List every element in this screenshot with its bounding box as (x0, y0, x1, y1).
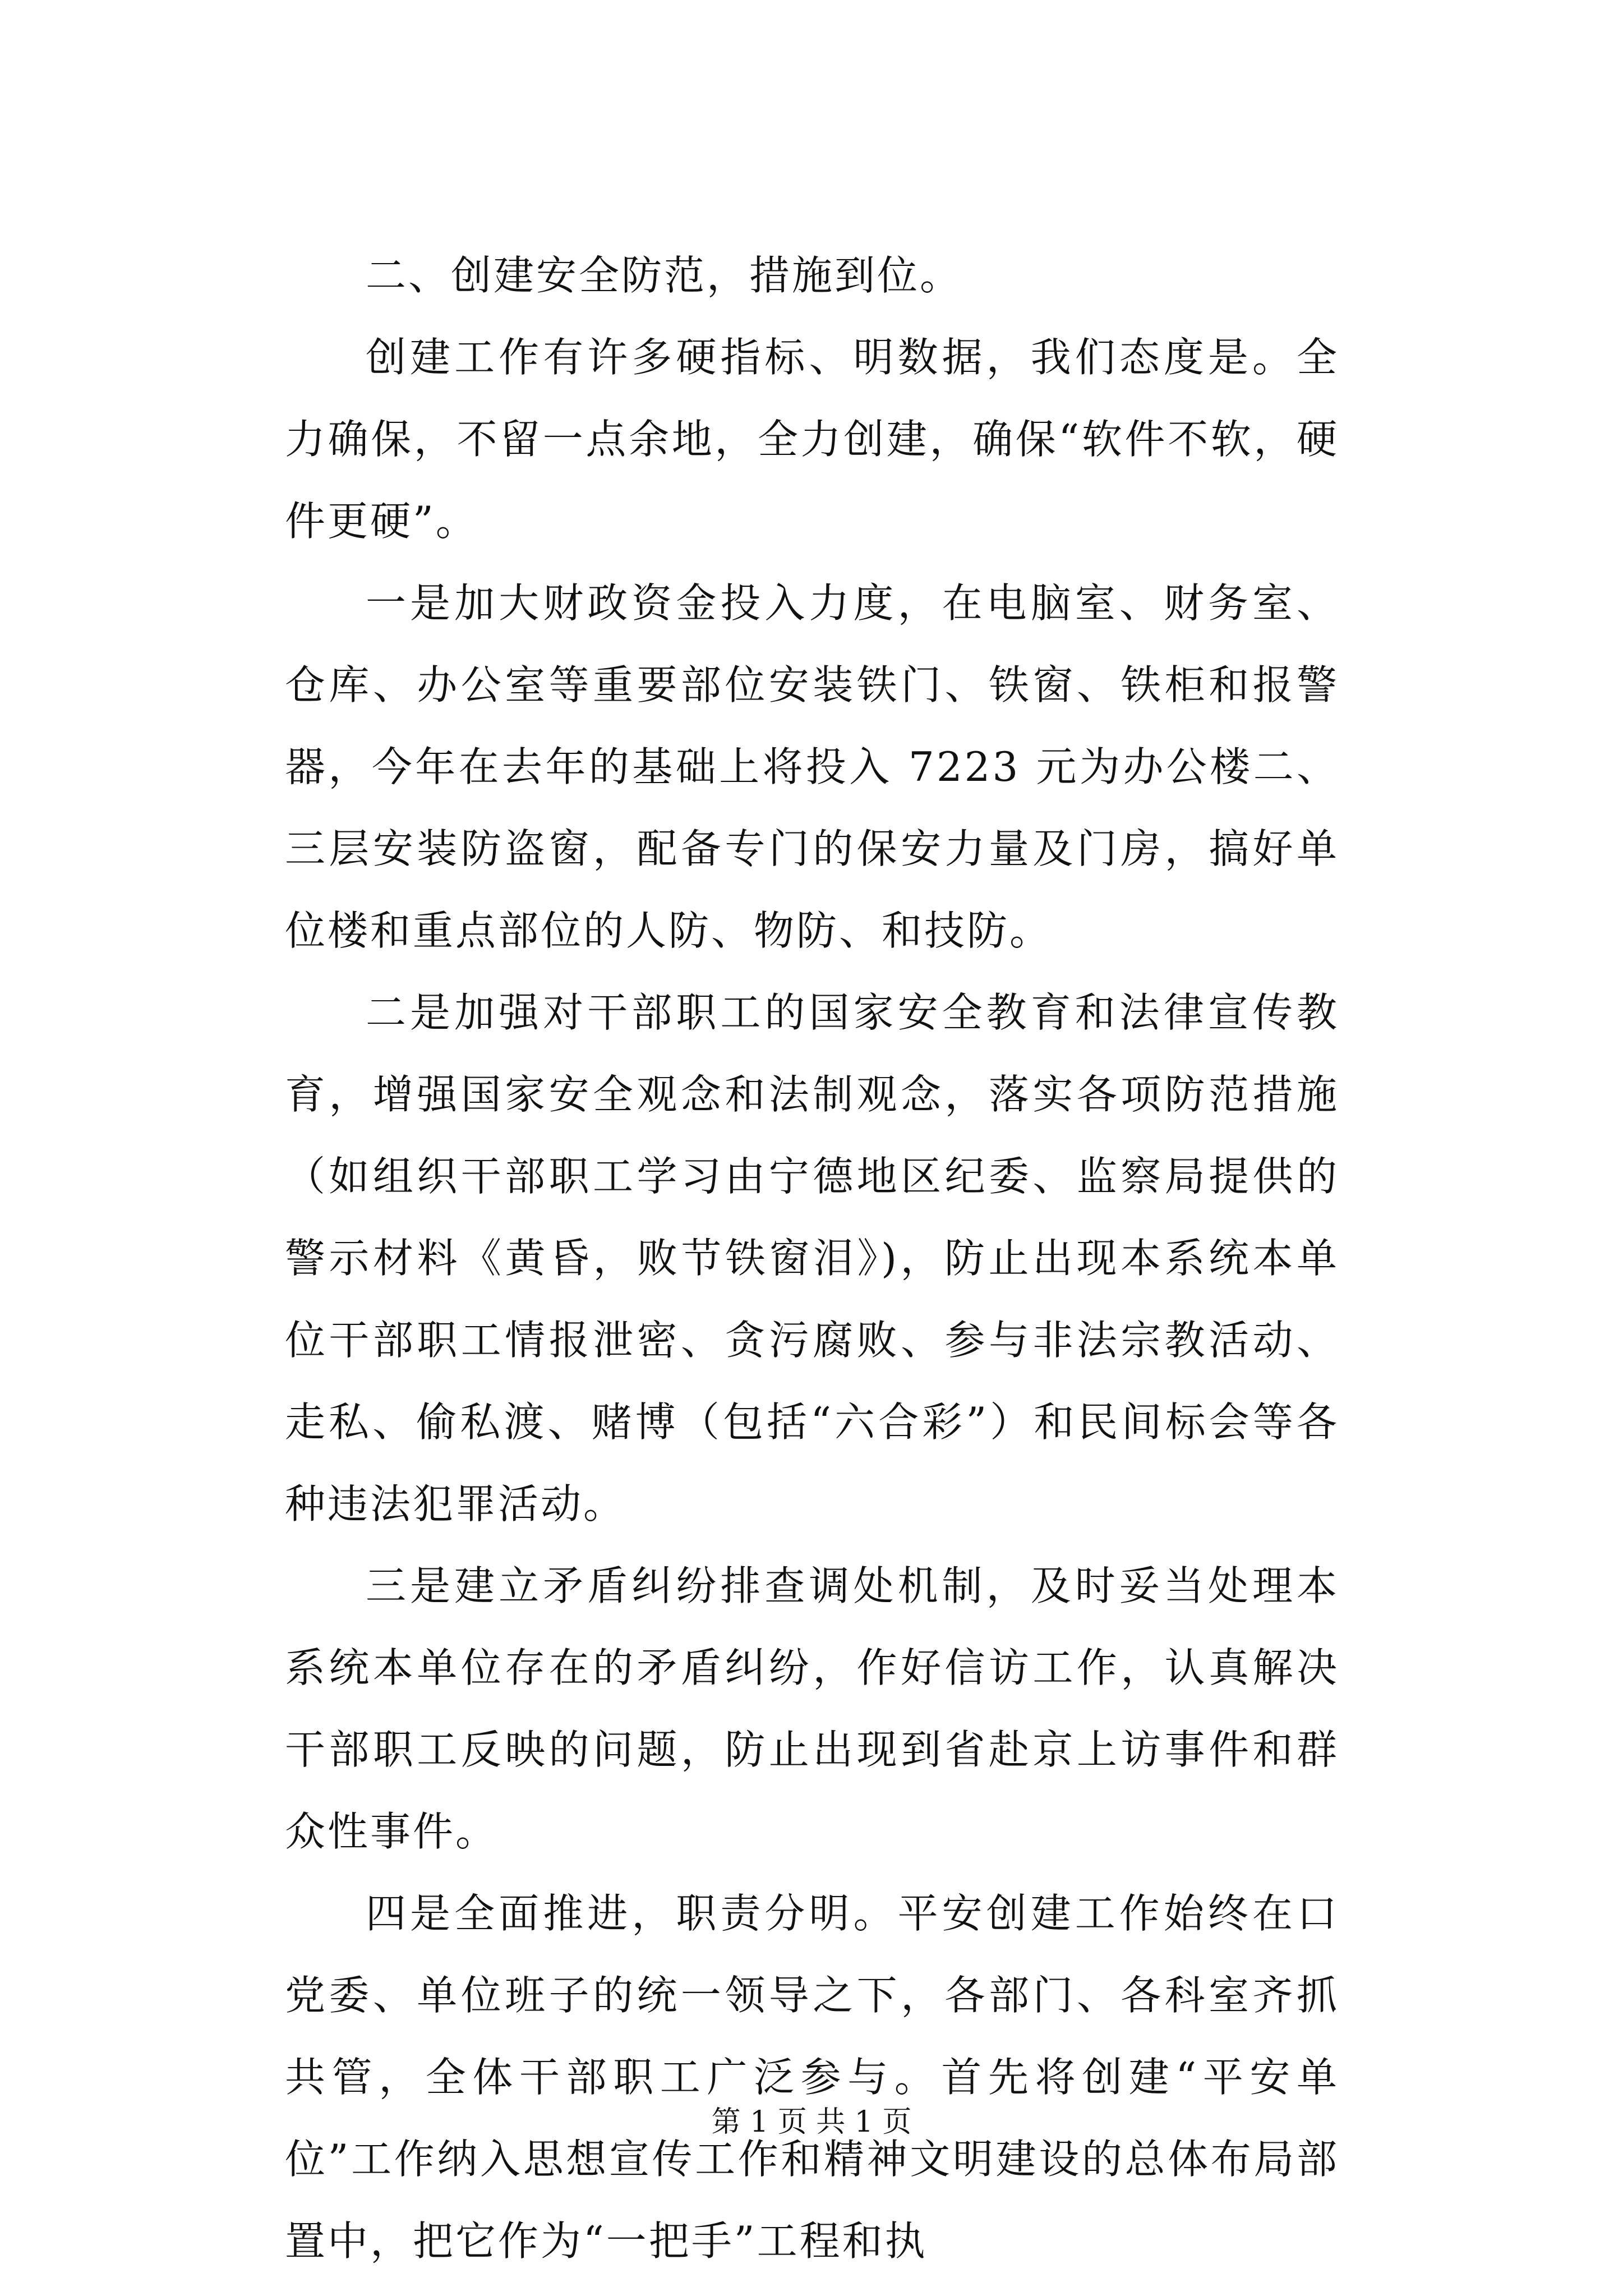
page-number-footer: 第 1 页 共 1 页 (711, 2105, 912, 2139)
paragraph-heading: 二、创建安全防范，措施到位。 (366, 252, 963, 299)
paragraph: 创建工作有许多硬指标、明数据，我们态度是。全力确保，不留一点余地，全力创建，确保“软件不软，硬件更硬”。 (285, 334, 1339, 545)
paragraph: 三是建立矛盾纠纷排查调处机制，及时妥当处理本系统本单位存在的矛盾纠纷，作好信访工作，认真解决干部职工反映的问题，防止出现到省赴京上访事件和群众性事件。 (285, 1562, 1339, 1855)
paragraph: 一是加大财政资金投入力度，在电脑室、财务室、仓库、办公室等重要部位安装铁门、铁窗、铁柜和报警器，今年在去年的基础上将投入 7223 元为办公楼二、三层安装防盗窗，配备专门的保安力量及门房，搞好单位楼和重点部位的人防、物防、和技防。 (285, 579, 1339, 954)
paragraph: 四是全面推进，职责分明。平安创建工作始终在口党委、单位班子的统一领导之下，各部门、各科室齐抓共管，全体干部职工广泛参与。首先将创建“平安单位”工作纳入思想宣传工作和精神文明建设的总体布局部置中，把它作为“一把手”工程和执 (285, 1890, 1339, 2265)
document-body (285, 234, 1339, 2282)
paragraph: 二是加强对干部职工的国家安全教育和法律宣传教育，增强国家安全观念和法制观念，落实各项防范措施（如组织干部职工学习由宁德地区纪委、监察局提供的警示材料《黄昏，败节铁窗泪》)，防止出现本系统本单位干部职工情报泄密、贪污腐败、参与非法宗教活动、走私、偷私渡、赌博（包括“六合彩”）和民间标会等各种违法犯罪活动。 (285, 989, 1339, 1527)
